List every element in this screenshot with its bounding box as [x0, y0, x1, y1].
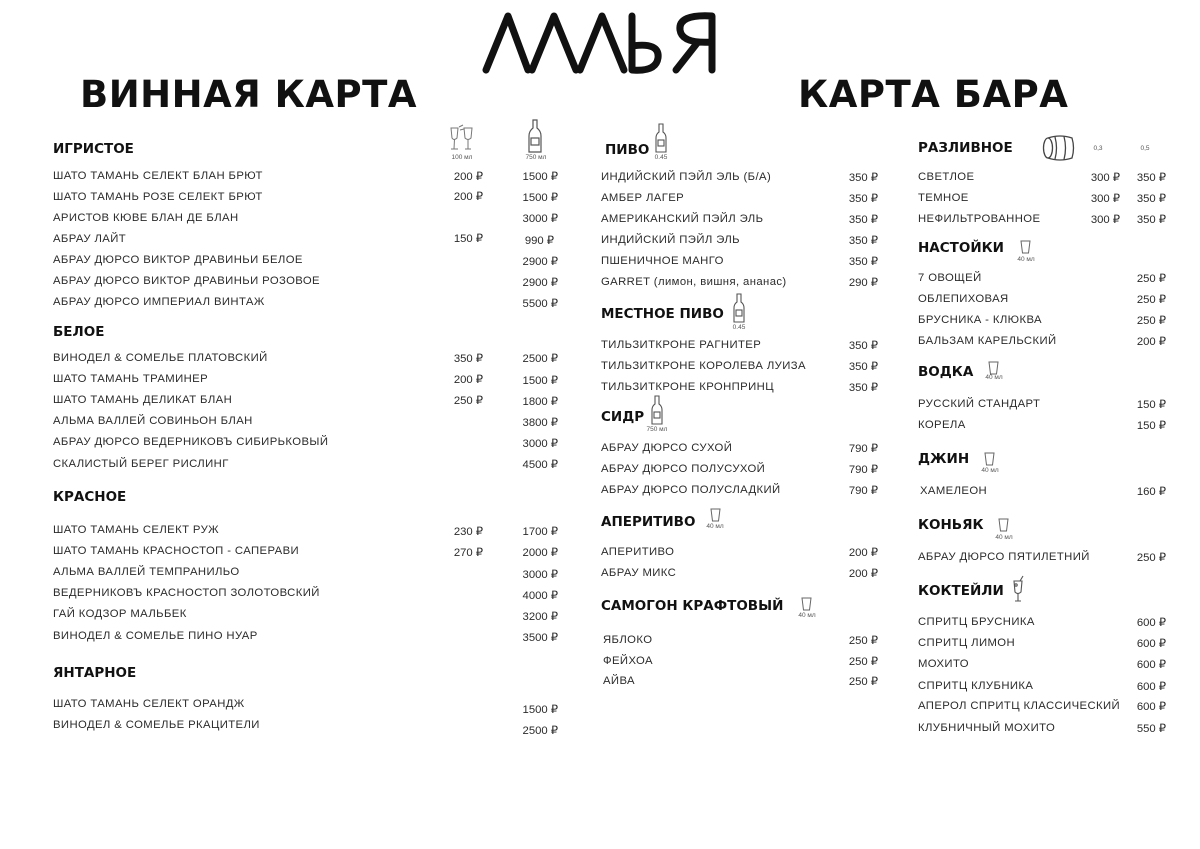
list-item: ВЕДЕРНИКОВЪ КРАСНОСТОП ЗОЛОТОВСКИЙ	[53, 587, 320, 599]
price-bottle: 3500 ₽	[522, 632, 558, 644]
price-bottle: 2500 ₽	[522, 725, 558, 737]
list-item: СПРИТЦ ЛИМОН	[918, 637, 1016, 649]
list-item: АЙВА	[603, 675, 635, 687]
draft-volume-small: 0,3	[1093, 145, 1103, 152]
list-item: АПЕРОЛ СПРИТЦ КЛАССИЧЕСКИЙ	[918, 700, 1121, 712]
beer-bottle-icon	[733, 293, 745, 323]
cider-bottle-icon	[651, 395, 663, 425]
shot-glass-icon	[1020, 240, 1031, 254]
price: 250 ₽	[848, 676, 878, 688]
shot-glass-icon	[801, 597, 812, 611]
price: 790 ₽	[848, 485, 878, 497]
list-item: ТИЛЬЗИТКРОНЕ РАГНИТЕР	[601, 339, 762, 351]
list-item: АБРАУ ДЮРСО ИМПЕРИАЛ ВИНТАЖ	[53, 296, 265, 308]
list-item: БАЛЬЗАМ КАРЕЛЬСКИЙ	[918, 335, 1057, 347]
section-amber-title: ЯНТАРНОЕ	[53, 665, 137, 681]
section-white-title: БЕЛОЕ	[53, 324, 105, 340]
sparkling-volume-glass: 100 мл	[451, 154, 473, 161]
price: 200 ₽	[1136, 336, 1166, 348]
price: 200 ₽	[848, 568, 878, 580]
price: 350 ₽	[848, 214, 878, 226]
list-item: ВИНОДЕЛ & СОМЕЛЬЕ ПЛАТОВСКИЙ	[53, 352, 268, 364]
bar-menu-title: КАРТА БАРА	[798, 73, 1069, 116]
price: 790 ₽	[848, 443, 878, 455]
price: 350 ₽	[848, 340, 878, 352]
logo	[0, 8, 1200, 78]
list-item: ШАТО ТАМАНЬ СЕЛЕКТ ОРАНДЖ	[53, 698, 245, 710]
list-item: ШАТО ТАМАНЬ ДЕЛИКАТ БЛАН	[53, 394, 233, 406]
price-bottle: 3000 ₽	[522, 569, 558, 581]
beer-bottle-icon	[655, 123, 667, 153]
price: 250 ₽	[848, 656, 878, 668]
price-small: 300 ₽	[1090, 214, 1120, 226]
section-nastoyki-title: НАСТОЙКИ	[918, 240, 1004, 256]
cocktail-glass-icon	[1011, 575, 1025, 603]
gin-volume: 40 мл	[981, 467, 999, 474]
price: 600 ₽	[1136, 681, 1166, 693]
price: 600 ₽	[1136, 659, 1166, 671]
section-cognac-title: КОНЬЯК	[918, 517, 984, 533]
price: 350 ₽	[848, 172, 878, 184]
price: 250 ₽	[1136, 273, 1166, 285]
cognac-volume: 40 мл	[995, 534, 1013, 541]
list-item: СКАЛИСТЫЙ БЕРЕГ РИСЛИНГ	[53, 458, 229, 470]
shot-glass-icon	[998, 518, 1009, 532]
price-bottle: 3200 ₽	[522, 611, 558, 623]
list-item: АЛЬМА ВАЛЛЕЙ ТЕМПРАНИЛЬО	[53, 566, 240, 578]
price-bottle: 2900 ₽	[522, 256, 558, 268]
price: 350 ₽	[848, 256, 878, 268]
aperitivo-volume: 40 мл	[706, 523, 724, 530]
price-bottle: 2000 ₽	[522, 547, 558, 559]
price: 250 ₽	[848, 635, 878, 647]
price: 150 ₽	[1136, 399, 1166, 411]
price-bottle: 1800 ₽	[522, 396, 558, 408]
list-item: АБРАУ МИКС	[601, 567, 677, 579]
list-item: 7 ОВОЩЕЙ	[918, 272, 982, 284]
price: 350 ₽	[848, 361, 878, 373]
list-item: БРУСНИКА - КЛЮКВА	[918, 314, 1042, 326]
list-item: МОХИТО	[918, 658, 969, 670]
wine-list-title: ВИННАЯ КАРТА	[80, 73, 417, 116]
list-item: КЛУБНИЧНЫЙ МОХИТО	[918, 722, 1056, 734]
moonshine-volume: 40 мл	[798, 612, 816, 619]
list-item: АРИСТОВ КЮВЕ БЛАН ДЕ БЛАН	[53, 212, 239, 224]
price: 250 ₽	[1136, 315, 1166, 327]
list-item: АБРАУ ДЮРСО ВИКТОР ДРАВИНЬИ БЕЛОЕ	[53, 254, 303, 266]
list-item: АПЕРИТИВО	[601, 546, 675, 558]
section-red-title: КРАСНОЕ	[53, 489, 127, 505]
section-cider-title: СИДР	[601, 409, 645, 425]
sparkling-volume-bottle: 750 мл	[525, 154, 547, 161]
price-bottle: 3000 ₽	[522, 438, 558, 450]
price: 250 ₽	[1136, 552, 1166, 564]
list-item: АМЕРИКАНСКИЙ ПЭЙЛ ЭЛЬ	[601, 213, 764, 225]
section-local-beer-title: МЕСТНОЕ ПИВО	[601, 306, 724, 322]
price-bottle: 2900 ₽	[522, 277, 558, 289]
price: 150 ₽	[1136, 420, 1166, 432]
price-bottle: 1500 ₽	[522, 192, 558, 204]
price: 160 ₽	[1136, 486, 1166, 498]
nastoyki-volume: 40 мл	[1017, 256, 1035, 263]
list-item: ШАТО ТАМАНЬ РОЗЕ СЕЛЕКТ БРЮТ	[53, 191, 263, 203]
list-item: АБРАУ ДЮРСО ВЕДЕРНИКОВЪ СИБИРЬКОВЫЙ	[53, 436, 329, 448]
price-bottle: 3800 ₽	[522, 417, 558, 429]
section-beer-title: ПИВО	[605, 142, 650, 158]
price: 550 ₽	[1136, 723, 1166, 735]
vodka-volume: 40 мл	[985, 374, 1003, 381]
price: 600 ₽	[1136, 638, 1166, 650]
price: 350 ₽	[848, 235, 878, 247]
list-item: АБРАУ ДЮРСО ПОЛУСУХОЙ	[601, 463, 766, 475]
beer-volume: 0.45	[654, 154, 668, 161]
list-item: GARRET (лимон, вишня, ананас)	[601, 276, 787, 288]
list-item: ТЕМНОЕ	[918, 192, 969, 204]
list-item: СПРИТЦ БРУСНИКА	[918, 616, 1035, 628]
list-item: ОБЛЕПИХОВАЯ	[918, 293, 1009, 305]
cider-volume: 750 мл	[646, 426, 668, 433]
price-small: 300 ₽	[1090, 193, 1120, 205]
list-item: ТИЛЬЗИТКРОНЕ КОРОЛЕВА ЛУИЗА	[601, 360, 806, 372]
list-item: АЛЬМА ВАЛЛЕЙ СОВИНЬОН БЛАН	[53, 415, 253, 427]
wine-glasses-icon	[446, 124, 478, 154]
local-beer-volume: 0.45	[732, 324, 746, 331]
price-bottle: 1500 ₽	[522, 704, 558, 716]
price: 250 ₽	[1136, 294, 1166, 306]
list-item: АБРАУ ЛАЙТ	[53, 233, 127, 245]
list-item: АБРАУ ДЮРСО ВИКТОР ДРАВИНЬИ РОЗОВОЕ	[53, 275, 320, 287]
price: 350 ₽	[848, 382, 878, 394]
price: 790 ₽	[848, 464, 878, 476]
list-item: АБРАУ ДЮРСО ПОЛУСЛАДКИЙ	[601, 484, 781, 496]
price-glass: 200 ₽	[453, 171, 483, 183]
list-item: АМБЕР ЛАГЕР	[601, 192, 685, 204]
section-sparkling-title: ИГРИСТОЕ	[53, 141, 134, 157]
price-large: 350 ₽	[1136, 214, 1166, 226]
section-draft-title: РАЗЛИВНОЕ	[918, 140, 1013, 156]
shot-glass-icon	[984, 452, 995, 466]
price: 600 ₽	[1136, 701, 1166, 713]
list-item: ШАТО ТАМАНЬ СЕЛЕКТ РУЖ	[53, 524, 219, 536]
shot-glass-icon	[988, 361, 999, 375]
price-glass: 200 ₽	[453, 374, 483, 386]
section-gin-title: ДЖИН	[918, 451, 970, 467]
section-vodka-title: ВОДКА	[918, 364, 974, 380]
price-bottle: 990 ₽	[524, 235, 554, 247]
draft-volume-large: 0,5	[1140, 145, 1150, 152]
list-item: ТИЛЬЗИТКРОНЕ КРОНПРИНЦ	[601, 381, 774, 393]
list-item: ВИНОДЕЛ & СОМЕЛЬЕ РКАЦИТЕЛИ	[53, 719, 260, 731]
list-item: ШАТО ТАМАНЬ КРАСНОСТОП - САПЕРАВИ	[53, 545, 300, 557]
list-item: ХАМЕЛЕОН	[920, 485, 988, 497]
logo-lettering	[480, 8, 720, 76]
list-item: ВИНОДЕЛ & СОМЕЛЬЕ ПИНО НУАР	[53, 630, 258, 642]
price-glass: 250 ₽	[453, 395, 483, 407]
list-item: КОРЕЛА	[918, 419, 966, 431]
list-item: АБРАУ ДЮРСО ПЯТИЛЕТНИЙ	[918, 551, 1090, 563]
price-small: 300 ₽	[1090, 172, 1120, 184]
price-glass: 200 ₽	[453, 191, 483, 203]
list-item: ГАЙ КОДЗОР МАЛЬБЕК	[53, 608, 187, 620]
price: 290 ₽	[848, 277, 878, 289]
price-bottle: 1700 ₽	[522, 526, 558, 538]
price-large: 350 ₽	[1136, 172, 1166, 184]
list-item: ШАТО ТАМАНЬ ТРАМИНЕР	[53, 373, 209, 385]
price-glass: 350 ₽	[453, 353, 483, 365]
price-bottle: 1500 ₽	[522, 171, 558, 183]
list-item: ИНДИЙСКИЙ ПЭЙЛ ЭЛЬ (Б/А)	[601, 171, 772, 183]
section-aperitivo-title: АПЕРИТИВО	[601, 514, 696, 530]
list-item: СВЕТЛОЕ	[918, 171, 975, 183]
price-large: 350 ₽	[1136, 193, 1166, 205]
list-item: ПШЕНИЧНОЕ МАНГО	[601, 255, 724, 267]
price-bottle: 4500 ₽	[522, 459, 558, 471]
price: 200 ₽	[848, 547, 878, 559]
price: 350 ₽	[848, 193, 878, 205]
price-glass: 270 ₽	[453, 547, 483, 559]
list-item: ИНДИЙСКИЙ ПЭЙЛ ЭЛЬ	[601, 234, 740, 246]
list-item: ШАТО ТАМАНЬ СЕЛЕКТ БЛАН БРЮТ	[53, 170, 263, 182]
list-item: СПРИТЦ КЛУБНИКА	[918, 680, 1034, 692]
champagne-bottle-icon	[527, 118, 543, 154]
section-cocktails-title: КОКТЕЙЛИ	[918, 583, 1004, 599]
barrel-icon	[1042, 135, 1076, 161]
price-bottle: 1500 ₽	[522, 375, 558, 387]
list-item: ФЕЙХОА	[603, 655, 653, 667]
shot-glass-icon	[710, 508, 721, 522]
list-item: НЕФИЛЬТРОВАННОЕ	[918, 213, 1041, 225]
section-moonshine-title: САМОГОН КРАФТОВЫЙ	[601, 598, 784, 614]
price-glass: 230 ₽	[453, 526, 483, 538]
price: 600 ₽	[1136, 617, 1166, 629]
list-item: ЯБЛОКО	[603, 634, 653, 646]
price-bottle: 2500 ₽	[522, 353, 558, 365]
price-bottle: 4000 ₽	[522, 590, 558, 602]
list-item: РУССКИЙ СТАНДАРТ	[918, 398, 1041, 410]
list-item: АБРАУ ДЮРСО СУХОЙ	[601, 442, 733, 454]
price-glass: 150 ₽	[453, 233, 483, 245]
price-bottle: 3000 ₽	[522, 213, 558, 225]
price-bottle: 5500 ₽	[522, 298, 558, 310]
